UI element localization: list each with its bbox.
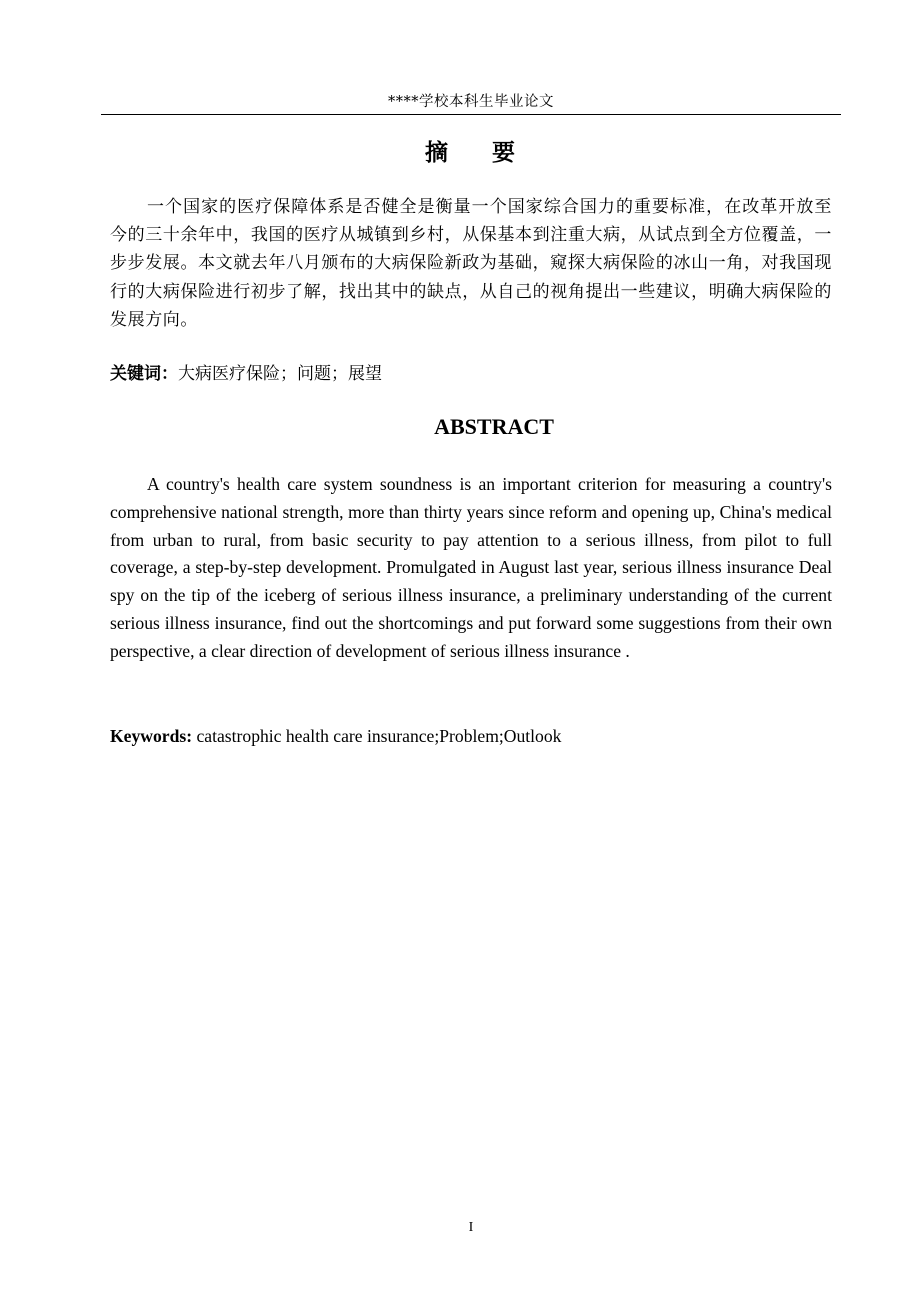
english-abstract-body: A country's health care system soundness is an important criterion for measuring a country's comprehensive national strength, more than thirty years since reform and opening up, China's medical from urban to rural, from basic security to pay attention to a serious illness, from pilot to full coverage, a step-by-step development. Promulgated in August last year, serious illness insurance Deal spy on the tip of the iceberg of serious illness insurance, a preliminary understanding of the current serious illness insurance, find out the shortcomings and put forward some suggestions from their own perspective, a clear direction of development of serious illness insurance .	[110, 474, 832, 661]
english-abstract-title: ABSTRACT	[434, 414, 554, 439]
running-header: ****学校本科生毕业论文	[388, 94, 554, 110]
chinese-abstract-title: 摘 要	[424, 140, 533, 166]
chinese-keywords-value: 大病医疗保险；问题；展望	[178, 364, 382, 384]
chinese-keywords-label: 关键词：	[110, 364, 178, 384]
page-number: I	[468, 1220, 474, 1235]
chinese-abstract-body: 一个国家的医疗保障体系是否健全是衡量一个国家综合国力的重要标准，在改革开放至今的三十余年中，我国的医疗从城镇到乡村，从保基本到注重大病，从试点到全方位覆盖，一步步发展。本文就去年八月颁布的大病保险新政为基础，窥探大病保险的冰山一角，对我国现行的大病保险进行初步了解，找出其中的缺点，从自己的视角提出一些建议，明确大病保险的发展方向。	[110, 197, 832, 330]
header-divider	[101, 114, 841, 115]
english-keywords-label: Keywords:	[110, 726, 193, 746]
chinese-keywords	[110, 360, 832, 388]
english-keywords-value: catastrophic health care insurance;Problem;Outlook	[192, 726, 562, 746]
english-keywords	[110, 722, 832, 750]
